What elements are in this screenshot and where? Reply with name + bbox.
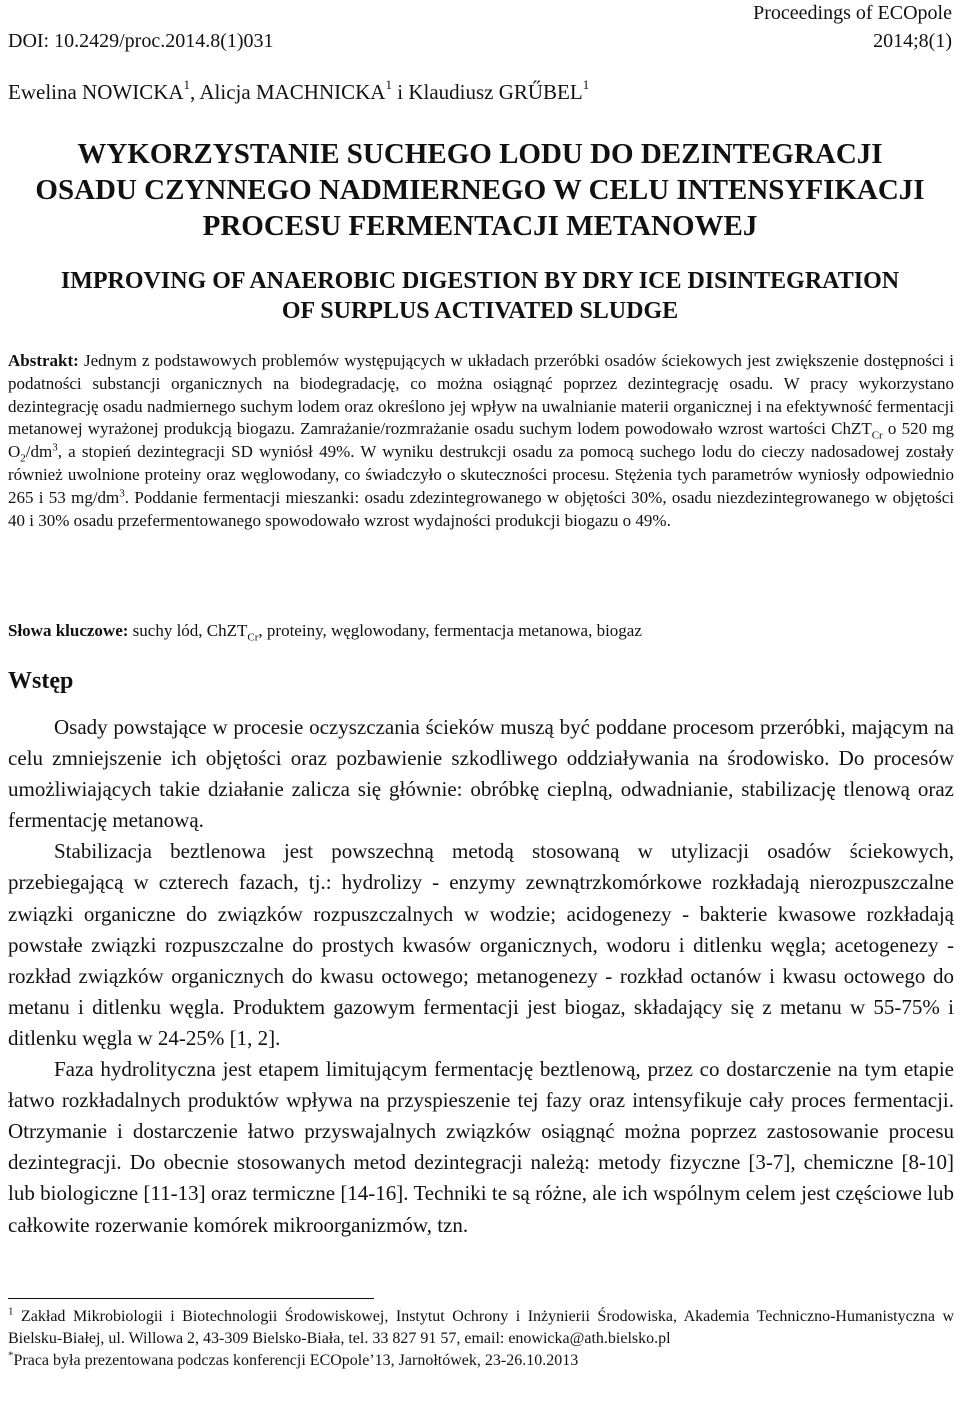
footnote-text: Praca była prezentowana podczas konferencji ECOpole’13, Jarnołtówek, 23-26.10.2013: [13, 1352, 579, 1369]
footnote-text: Zakład Mikrobiologii i Biotechnologii Środowiskowej, Instytut Ochrony i Inżynierii Środowiska, Akademia Techniczno-Humanistyczna w Bielsku-Białej, ul. Willowa 2, 43-309 Bielsko-Biała, tel. 33 827 91 57, email: enowicka@ath.bielsko.pl: [8, 1308, 954, 1347]
title-line: OF SURPLUS ACTIVATED SLUDGE: [281, 298, 679, 324]
abstract: [8, 350, 954, 532]
title-line: IMPROVING OF ANAEROBIC DIGESTION BY DRY ICE DISINTEGRATION: [60, 268, 900, 294]
affiliation-mark: 1: [183, 77, 191, 92]
issue-number: 2014;8(1): [873, 30, 952, 52]
superscript: 3: [119, 487, 125, 500]
title-english: [0, 266, 960, 326]
keywords: [8, 620, 954, 642]
author-name: Alicja MACHNICKA: [199, 80, 386, 104]
paragraph: Faza hydrolityczna jest etapem limitującym fermentację beztlenową, przez co dostarczenie na tym etapie łatwo rozkładalnych produktów wpływa na przyspieszenie tej fazy oraz intensyfikuje cały proces fermentacji. Otrzymanie i dostarczenie łatwo przyswajalnych związków osiągnąć można poprzez zastosowanie procesu dezintegracji. Do obecnie stosowanych metod dezintegracji należą: metody fizyczne [3-7], chemiczne [8-10] lub biologiczne [11-13] oraz termiczne [14-16]. Techniki te są różne, ale ich wspólnym celem jest częściowe lub całkowite rozerwanie komórek mikroorganizmów, tzn.: [8, 1057, 954, 1237]
footnote-conference: [8, 1350, 954, 1372]
section-heading: Wstęp: [8, 668, 74, 694]
paragraph: Osady powstające w procesie oczyszczania ścieków muszą być poddane procesom przeróbki, mającym na celu zmniejszenie ich objętości oraz pozbawienie szkodliwego oddziaływania na środowisko. Do procesów umożliwiających takie działanie zalicza się głównie: obróbkę cieplną, odwadnianie, stabilizację tlenową oraz fermentację metanową.: [8, 715, 954, 833]
author-name: Ewelina NOWICKA: [8, 80, 184, 104]
subscript: 2: [20, 452, 26, 465]
title-line: PROCESU FERMENTACJI METANOWEJ: [202, 210, 758, 242]
footnote-divider: [8, 1298, 374, 1299]
affiliation-mark: 1: [582, 77, 590, 92]
abstract-text: Jednym z podstawowych problemów występujących w układach przeróbki osadów ściekowych jest zwiększenie dostępności i podatności substancji organicznych na biodegradację, co można osiągnąć poprzez dezintegrację osadu. W pracy wykorzystano dezintegrację osadu nadmiernego suchym lodem oraz określono jej wpływ na uwalnianie materii organicznej i na efektywność fermentacji metanowej wyrażonej produkcją biogazu. Zamrażanie/rozmrażanie osadu suchym lodem powodowało wzrost wartości ChZT: [8, 351, 954, 439]
abstract-label: Abstrakt:: [8, 351, 79, 370]
doi-text: DOI: 10.2429/proc.2014.8(1)031: [8, 30, 274, 52]
author-separator: i: [391, 80, 409, 104]
body-text: [8, 712, 954, 1241]
title-line: OSADU CZYNNEGO NADMIERNEGO W CELU INTENSYFIKACJI: [35, 174, 925, 206]
keywords-label: Słowa kluczowe:: [8, 621, 129, 640]
title-polish: [0, 136, 960, 244]
subscript: Cr: [247, 631, 259, 644]
keywords-text: , proteiny, węglowodany, fermentacja metanowa, biogaz: [258, 621, 642, 640]
footnotes: [8, 1306, 954, 1372]
abstract-text: , a stopień dezintegracji SD wyniósł 49%. W wyniku destrukcji osadu za pomocą suchego lodu do cieczy nadosadowej zostały również uwolnione proteiny oraz węglowodany, co świadczyło o skuteczności procesu. Stężenia tych parametrów wyniosły odpowiednio 265 i 53 mg/dm: [8, 442, 954, 507]
abstract-text: . Poddanie fermentacji mieszanki: osadu zdezintegrowanego w objętości 30%, osadu niezdezintegrowanego w objętości 40 i 30% osadu przefermentowanego spowodowało wzrost wydajności produkcji biogazu o 49%.: [8, 487, 954, 530]
author-separator: ,: [190, 80, 200, 104]
footnote-mark: 1: [8, 1305, 14, 1318]
author-list: [8, 77, 590, 105]
paragraph: Stabilizacja beztlenowa jest powszechną metodą stosowaną w utylizacji osadów ściekowych, przebiegającą w czterech fazach, tj.: hydrolizy - enzymy zewnątrzkomórkowe rozkładają nierozpuszczalne związki organiczne do związków rozpuszczalnych w wodzie; acidogenezy - bakterie kwasowe rozkładają powstałe związki rozpuszczalne do prostych kwasów organicznych, wodoru i ditlenku węgla; acetogenezy - rozkład związków organicznych do kwasu octowego; metanogenezy - rozkład octanów i kwasu octowego do metanu i ditlenku węgla. Produktem gazowym fermentacji jest biogaz, składający się z metanu w 55-75% i ditlenku węgla w 24-25% [1, 2].: [8, 839, 954, 1050]
footnote-mark: *: [8, 1349, 14, 1362]
keywords-text: suchy lód, ChZT: [128, 621, 248, 640]
subscript: Cr: [871, 429, 883, 442]
superscript: 3: [52, 441, 58, 454]
author-name: Klaudiusz GRŰBEL: [408, 80, 583, 104]
affiliation-mark: 1: [385, 77, 392, 92]
footnote-affiliation: [8, 1306, 954, 1350]
journal-name: Proceedings of ECOpole: [753, 2, 952, 24]
title-line: WYKORZYSTANIE SUCHEGO LODU DO DEZINTEGRACJI: [77, 138, 883, 170]
abstract-text: /dm: [25, 442, 53, 462]
abstract-text: o 520 mg O: [8, 419, 954, 462]
